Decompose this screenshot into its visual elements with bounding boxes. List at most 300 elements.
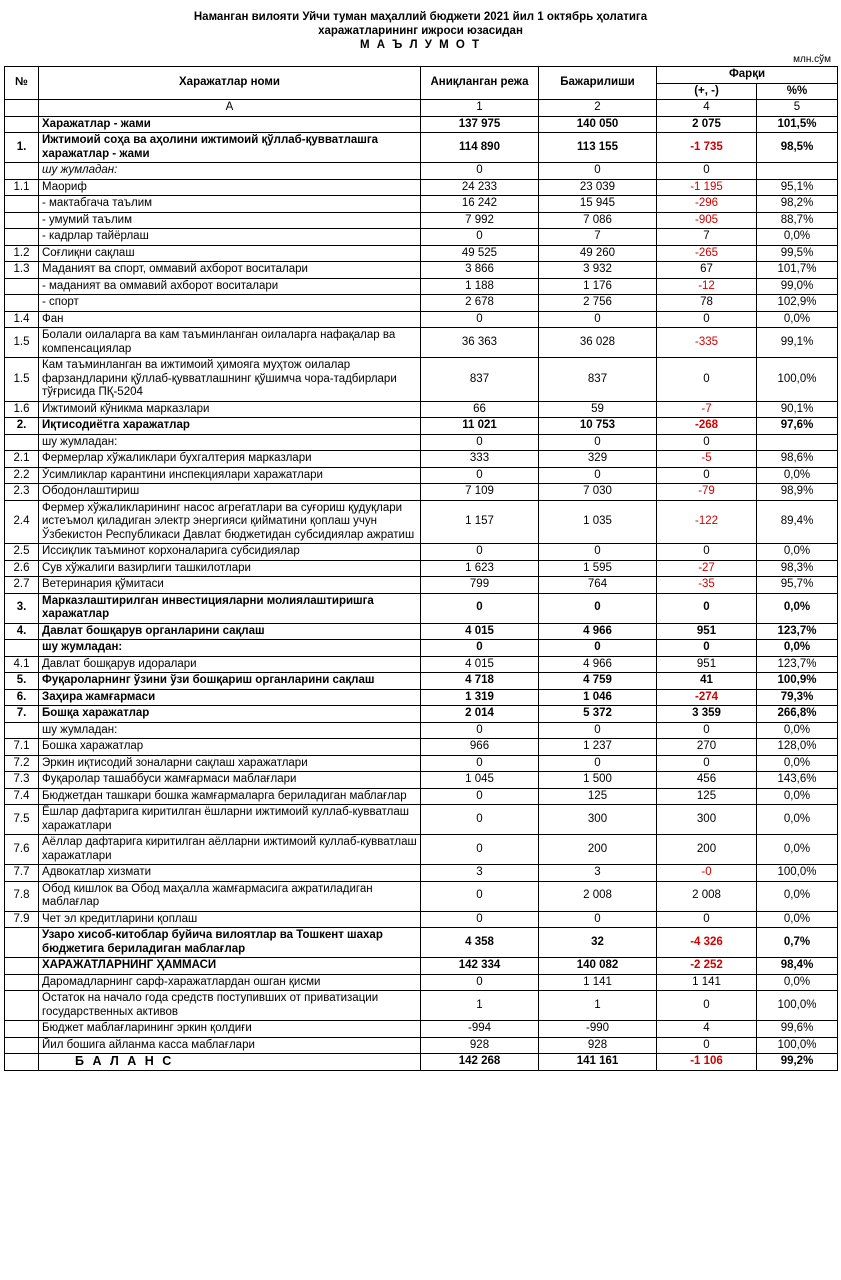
row-expense-name: Обод кишлок ва Обод маҳалла жамғармасига ажратиладиган маблағлар: [39, 881, 421, 911]
row-number: 7.3: [5, 772, 39, 789]
row-plan: 7 109: [421, 484, 539, 501]
row-number: 7.6: [5, 835, 39, 865]
row-plan: 1 623: [421, 560, 539, 577]
row-diff: 951: [657, 656, 757, 673]
row-exec: 0: [539, 311, 657, 328]
row-number: 7.4: [5, 788, 39, 805]
row-plan: 24 233: [421, 179, 539, 196]
row-diff: 200: [657, 835, 757, 865]
table-row: [5, 772, 838, 789]
table-row: [5, 116, 838, 133]
row-exec: 1 595: [539, 560, 657, 577]
row-exec: 3: [539, 865, 657, 882]
row-number: 7.2: [5, 755, 39, 772]
row-number: 2.2: [5, 467, 39, 484]
row-exec: 1 141: [539, 974, 657, 991]
row-diff: 0: [657, 991, 757, 1021]
row-exec: 2 756: [539, 295, 657, 312]
table-row: [5, 755, 838, 772]
row-expense-name: Бошка харажатлар: [39, 739, 421, 756]
row-pct: 0,0%: [757, 593, 838, 623]
table-row: [5, 1037, 838, 1054]
row-plan: 7 992: [421, 212, 539, 229]
row-diff: 4: [657, 1021, 757, 1038]
row-pct: 0,0%: [757, 911, 838, 928]
row-number: 2.4: [5, 500, 39, 544]
row-exec: 0: [539, 434, 657, 451]
row-pct: 97,6%: [757, 418, 838, 435]
row-exec: 32: [539, 928, 657, 958]
row-pct: 102,9%: [757, 295, 838, 312]
table-row: [5, 500, 838, 544]
row-pct: 0,0%: [757, 788, 838, 805]
header-sub-empty: [5, 100, 39, 117]
header-sub-plan: 1: [421, 100, 539, 117]
table-row: [5, 788, 838, 805]
row-diff: -265: [657, 245, 757, 262]
title-line-2: харажатларининг ижроси юзасидан: [318, 25, 523, 37]
row-diff: 0: [657, 544, 757, 561]
table-row: [5, 278, 838, 295]
row-exec: 140 050: [539, 116, 657, 133]
row-exec: 59: [539, 401, 657, 418]
row-diff: -2 252: [657, 958, 757, 975]
row-plan: 137 975: [421, 116, 539, 133]
row-diff: 125: [657, 788, 757, 805]
row-exec: 2 008: [539, 881, 657, 911]
row-number: [5, 229, 39, 246]
row-pct: 95,7%: [757, 577, 838, 594]
table-row: [5, 1021, 838, 1038]
row-number: [5, 295, 39, 312]
row-number: 2.: [5, 418, 39, 435]
row-plan: 66: [421, 401, 539, 418]
row-exec: 928: [539, 1037, 657, 1054]
row-plan: 966: [421, 739, 539, 756]
table-row: [5, 484, 838, 501]
row-expense-name: Марказлаштирилган инвестицияларни молиялаштиришга харажатлар: [39, 593, 421, 623]
row-diff: -335: [657, 328, 757, 358]
row-diff: 0: [657, 640, 757, 657]
row-pct: 0,0%: [757, 805, 838, 835]
table-row: [5, 640, 838, 657]
row-diff: -5: [657, 451, 757, 468]
row-number: 1.1: [5, 179, 39, 196]
row-pct: 123,7%: [757, 656, 838, 673]
row-expense-name: шу жумладан:: [39, 163, 421, 180]
row-diff: 2 008: [657, 881, 757, 911]
table-row: [5, 577, 838, 594]
row-pct: 0,0%: [757, 229, 838, 246]
row-expense-name: Давлат бошқарув идоралари: [39, 656, 421, 673]
table-row: [5, 133, 838, 163]
row-pct: [757, 434, 838, 451]
row-plan: 49 525: [421, 245, 539, 262]
table-row: [5, 328, 838, 358]
table-row: [5, 928, 838, 958]
document-title: [4, 10, 837, 52]
row-expense-name: Узаро хисоб-китоблар буйича вилоятлар ва Тошкент шахар бюджетига бериладиган маблағлар: [39, 928, 421, 958]
row-exec: 0: [539, 467, 657, 484]
row-expense-name: Аёллар дафтарига киритилган аёлларни ижтимоий куллаб-кувватлаш харажатлари: [39, 835, 421, 865]
table-row: [5, 835, 838, 865]
row-plan: 0: [421, 229, 539, 246]
row-diff: -274: [657, 689, 757, 706]
row-exec: 36 028: [539, 328, 657, 358]
row-expense-name: Чет эл кредитларини қоплаш: [39, 911, 421, 928]
row-expense-name: Кам таъминланган ва ижтимоий ҳимояга муҳтож оилалар фарзандларини қўллаб-қувватлашнинг қўшимча чора-тадбирлари тўғрисида ПҚ-5204: [39, 358, 421, 402]
row-number: 1.4: [5, 311, 39, 328]
row-plan: 4 015: [421, 623, 539, 640]
row-diff: 456: [657, 772, 757, 789]
row-expense-name: Ижтимоий соҳа ва аҳолини ижтимоий қўллаб-қувватлашга харажатлар - жами: [39, 133, 421, 163]
row-expense-name: Маориф: [39, 179, 421, 196]
table-row: [5, 262, 838, 279]
table-row: [5, 179, 838, 196]
row-exec: 140 082: [539, 958, 657, 975]
row-exec: 300: [539, 805, 657, 835]
row-diff: -7: [657, 401, 757, 418]
row-exec: 7 030: [539, 484, 657, 501]
header-number: №: [5, 67, 39, 100]
row-pct: 101,5%: [757, 116, 838, 133]
row-pct: 0,0%: [757, 881, 838, 911]
row-plan: 142 268: [421, 1054, 539, 1071]
row-exec: 0: [539, 640, 657, 657]
row-exec: 4 966: [539, 623, 657, 640]
row-exec: 0: [539, 163, 657, 180]
table-row: [5, 311, 838, 328]
row-expense-name: шу жумладан:: [39, 640, 421, 657]
row-exec: 3 932: [539, 262, 657, 279]
row-diff: 78: [657, 295, 757, 312]
row-number: [5, 1054, 39, 1071]
row-diff: 41: [657, 673, 757, 690]
row-expense-name: Иссиқлик таъминот корхоналарига субсидиялар: [39, 544, 421, 561]
row-diff: 0: [657, 163, 757, 180]
title-line-3: М А Ъ Л У М О Т: [359, 39, 482, 51]
row-diff: 0: [657, 755, 757, 772]
row-number: 2.3: [5, 484, 39, 501]
table-row: [5, 295, 838, 312]
row-expense-name: - умумий таълим: [39, 212, 421, 229]
row-expense-name: Давлат бошқарув органларини сақлаш: [39, 623, 421, 640]
budget-expenditure-table: [4, 66, 838, 1071]
row-expense-name: Фермер хўжаликларининг насос агрегатлари ва суғориш қудуқлари истеъмол қиладиган электр энергияси қийматини қоплаш учун Ўзбекистон Республикаси Давлат бюджетидан субсидиялар ажратиш: [39, 500, 421, 544]
row-diff: -35: [657, 577, 757, 594]
row-number: [5, 1037, 39, 1054]
row-pct: 0,0%: [757, 311, 838, 328]
row-exec: 0: [539, 722, 657, 739]
table-row: [5, 593, 838, 623]
row-plan: 3 866: [421, 262, 539, 279]
row-number: [5, 928, 39, 958]
row-pct: 88,7%: [757, 212, 838, 229]
row-exec: 141 161: [539, 1054, 657, 1071]
row-exec: 15 945: [539, 196, 657, 213]
row-number: 2.7: [5, 577, 39, 594]
row-diff: 7: [657, 229, 757, 246]
table-row: [5, 673, 838, 690]
row-expense-name: Бошқа харажатлар: [39, 706, 421, 723]
row-pct: 79,3%: [757, 689, 838, 706]
row-exec: 10 753: [539, 418, 657, 435]
table-body: [5, 116, 838, 1070]
table-row: [5, 958, 838, 975]
table-header-row: [5, 67, 838, 84]
row-expense-name: - маданият ва оммавий ахборот воситалари: [39, 278, 421, 295]
row-pct: 100,0%: [757, 991, 838, 1021]
row-plan: 4 358: [421, 928, 539, 958]
row-expense-name: - мактабгача таълим: [39, 196, 421, 213]
row-diff: 0: [657, 1037, 757, 1054]
row-pct: 98,2%: [757, 196, 838, 213]
table-row: [5, 739, 838, 756]
row-diff: 270: [657, 739, 757, 756]
row-expense-name: шу жумладан:: [39, 434, 421, 451]
header-difference-group: Фарқи: [657, 67, 838, 84]
row-number: 2.5: [5, 544, 39, 561]
row-expense-name: Б А Л А Н С: [39, 1054, 421, 1071]
row-plan: 0: [421, 467, 539, 484]
row-diff: -27: [657, 560, 757, 577]
row-plan: 4 015: [421, 656, 539, 673]
header-sub-diff-abs: 4: [657, 100, 757, 117]
row-pct: 99,5%: [757, 245, 838, 262]
row-number: [5, 991, 39, 1021]
row-pct: [757, 163, 838, 180]
row-exec: 49 260: [539, 245, 657, 262]
row-pct: 100,0%: [757, 1037, 838, 1054]
row-expense-name: Ветеринария қўмитаси: [39, 577, 421, 594]
row-pct: 99,2%: [757, 1054, 838, 1071]
row-diff: -905: [657, 212, 757, 229]
row-plan: 36 363: [421, 328, 539, 358]
row-diff: 0: [657, 722, 757, 739]
row-plan: 1: [421, 991, 539, 1021]
row-pct: 90,1%: [757, 401, 838, 418]
row-plan: 0: [421, 788, 539, 805]
table-row: [5, 229, 838, 246]
row-expense-name: Йил бошига айланма касса маблағлари: [39, 1037, 421, 1054]
row-exec: 7 086: [539, 212, 657, 229]
row-exec: 1 500: [539, 772, 657, 789]
row-expense-name: Ўсимликлар карантини инспекциялари харажатлари: [39, 467, 421, 484]
row-pct: 128,0%: [757, 739, 838, 756]
row-diff: -12: [657, 278, 757, 295]
row-diff: 300: [657, 805, 757, 835]
row-pct: 89,4%: [757, 500, 838, 544]
row-number: 7.8: [5, 881, 39, 911]
row-expense-name: Фермерлар хўжаликлари бухгалтерия марказлари: [39, 451, 421, 468]
row-number: [5, 212, 39, 229]
row-number: 6.: [5, 689, 39, 706]
row-plan: 0: [421, 755, 539, 772]
row-number: [5, 163, 39, 180]
header-sub-diff-pct: 5: [757, 100, 838, 117]
row-number: 7.9: [5, 911, 39, 928]
row-plan: 799: [421, 577, 539, 594]
row-plan: 0: [421, 911, 539, 928]
row-plan: 1 045: [421, 772, 539, 789]
row-exec: 4 966: [539, 656, 657, 673]
row-number: 7.: [5, 706, 39, 723]
row-expense-name: Остаток на начало года средств поступивших от приватизации государственных активов: [39, 991, 421, 1021]
row-exec: 837: [539, 358, 657, 402]
row-number: [5, 278, 39, 295]
row-number: [5, 974, 39, 991]
row-number: [5, 640, 39, 657]
row-pct: 98,6%: [757, 451, 838, 468]
table-row: [5, 722, 838, 739]
row-expense-name: Бюджет маблағларининг эркин қолдиғи: [39, 1021, 421, 1038]
table-header-numbering-row: [5, 100, 838, 117]
row-number: 7.7: [5, 865, 39, 882]
row-number: 4.1: [5, 656, 39, 673]
row-plan: 837: [421, 358, 539, 402]
row-expense-name: - спорт: [39, 295, 421, 312]
row-expense-name: Заҳира жамғармаси: [39, 689, 421, 706]
row-exec: 1 046: [539, 689, 657, 706]
row-diff: 3 359: [657, 706, 757, 723]
row-pct: 0,0%: [757, 640, 838, 657]
row-plan: 142 334: [421, 958, 539, 975]
header-sub-exec: 2: [539, 100, 657, 117]
row-plan: 0: [421, 593, 539, 623]
row-plan: 1 188: [421, 278, 539, 295]
row-plan: 0: [421, 311, 539, 328]
row-diff: -79: [657, 484, 757, 501]
row-exec: 1 176: [539, 278, 657, 295]
row-diff: 67: [657, 262, 757, 279]
row-diff: 0: [657, 467, 757, 484]
table-row: [5, 706, 838, 723]
row-plan: 1 319: [421, 689, 539, 706]
row-exec: -990: [539, 1021, 657, 1038]
table-row: [5, 656, 838, 673]
row-expense-name: шу жумладан:: [39, 722, 421, 739]
row-exec: 1 035: [539, 500, 657, 544]
table-row: [5, 401, 838, 418]
table-row: [5, 865, 838, 882]
row-expense-name: Соғлиқни сақлаш: [39, 245, 421, 262]
row-diff: 2 075: [657, 116, 757, 133]
row-pct: 98,5%: [757, 133, 838, 163]
table-row: [5, 245, 838, 262]
table-row: [5, 163, 838, 180]
row-pct: 123,7%: [757, 623, 838, 640]
unit-label: млн.сўм: [793, 54, 831, 65]
row-exec: 23 039: [539, 179, 657, 196]
row-expense-name: Маданият ва спорт, оммавий ахборот воситалари: [39, 262, 421, 279]
table-row: [5, 623, 838, 640]
row-number: [5, 434, 39, 451]
row-expense-name: Сув хўжалиги вазирлиги ташкилотлари: [39, 560, 421, 577]
row-expense-name: ХАРАЖАТЛАРНИНГ ҲАММАСИ: [39, 958, 421, 975]
row-pct: 100,9%: [757, 673, 838, 690]
row-plan: -994: [421, 1021, 539, 1038]
table-row: [5, 358, 838, 402]
row-pct: 0,0%: [757, 467, 838, 484]
row-expense-name: Ижтимоий кўникма марказлари: [39, 401, 421, 418]
row-diff: 0: [657, 593, 757, 623]
row-number: [5, 1021, 39, 1038]
table-row: [5, 196, 838, 213]
row-plan: 0: [421, 974, 539, 991]
row-diff: -1 195: [657, 179, 757, 196]
row-exec: 113 155: [539, 133, 657, 163]
row-pct: 143,6%: [757, 772, 838, 789]
row-number: 7.5: [5, 805, 39, 835]
row-exec: 764: [539, 577, 657, 594]
row-pct: 99,6%: [757, 1021, 838, 1038]
row-expense-name: Адвокатлар хизмати: [39, 865, 421, 882]
row-number: 1.: [5, 133, 39, 163]
table-row: [5, 451, 838, 468]
row-plan: 2 014: [421, 706, 539, 723]
row-plan: 0: [421, 640, 539, 657]
row-number: [5, 116, 39, 133]
row-plan: 11 021: [421, 418, 539, 435]
row-plan: 16 242: [421, 196, 539, 213]
row-diff: -122: [657, 500, 757, 544]
row-plan: 0: [421, 434, 539, 451]
row-plan: 0: [421, 163, 539, 180]
table-row: [5, 467, 838, 484]
row-exec: 7: [539, 229, 657, 246]
row-pct: 100,0%: [757, 358, 838, 402]
row-diff: -1 735: [657, 133, 757, 163]
row-diff: 1 141: [657, 974, 757, 991]
row-number: [5, 196, 39, 213]
row-pct: 266,8%: [757, 706, 838, 723]
row-exec: 329: [539, 451, 657, 468]
row-exec: 4 759: [539, 673, 657, 690]
row-plan: 0: [421, 544, 539, 561]
row-expense-name: Даромадларнинг сарф-харажатлардан ошган қисми: [39, 974, 421, 991]
row-pct: 95,1%: [757, 179, 838, 196]
row-number: 1.5: [5, 328, 39, 358]
row-expense-name: Харажатлар - жами: [39, 116, 421, 133]
row-number: 1.5: [5, 358, 39, 402]
row-number: 1.3: [5, 262, 39, 279]
row-pct: 0,0%: [757, 755, 838, 772]
table-row: [5, 911, 838, 928]
table-row: [5, 974, 838, 991]
row-pct: 98,3%: [757, 560, 838, 577]
header-execution: Бажарилиши: [539, 67, 657, 100]
row-expense-name: Иқтисодиётга харажатлар: [39, 418, 421, 435]
title-line-1: Наманган вилояти Уйчи туман маҳаллий бюджети 2021 йил 1 октябрь ҳолатига: [193, 11, 648, 23]
row-expense-name: Эркин иқтисодий зоналарни сақлаш харажатлари: [39, 755, 421, 772]
row-number: 7.1: [5, 739, 39, 756]
row-diff: -296: [657, 196, 757, 213]
table-row: [5, 1054, 838, 1071]
row-plan: 0: [421, 722, 539, 739]
row-diff: -268: [657, 418, 757, 435]
table-row: [5, 544, 838, 561]
row-expense-name: Бюджетдан ташкари бошка жамғармаларга бериладиган маблағлар: [39, 788, 421, 805]
row-number: 1.2: [5, 245, 39, 262]
table-row: [5, 418, 838, 435]
table-row: [5, 881, 838, 911]
row-number: 2.6: [5, 560, 39, 577]
row-number: [5, 958, 39, 975]
row-diff: 0: [657, 434, 757, 451]
row-diff: 0: [657, 358, 757, 402]
row-expense-name: Ёшлар дафтарига киритилган ёшларни ижтимоий куллаб-кувватлаш харажатлари: [39, 805, 421, 835]
row-plan: 0: [421, 805, 539, 835]
